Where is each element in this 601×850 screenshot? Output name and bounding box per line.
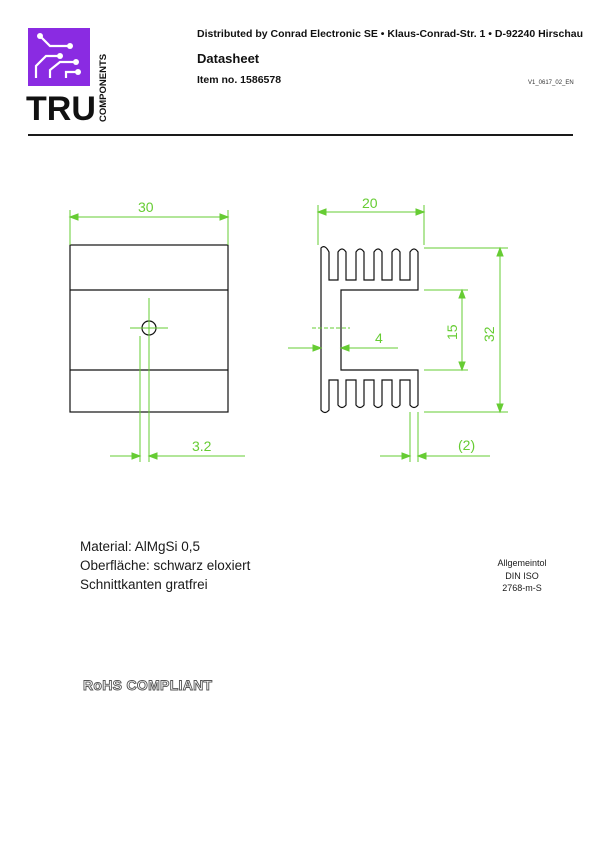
- total-height-label: 32: [481, 326, 497, 342]
- header-divider: [28, 134, 573, 136]
- edges-line: Schnittkanten gratfrei: [80, 577, 208, 592]
- page-title: Datasheet: [197, 51, 260, 66]
- material-line: Material: AlMgSi 0,5: [80, 539, 201, 554]
- inner-height-label: 15: [444, 324, 460, 340]
- item-number: Item no. 1586578: [197, 74, 282, 86]
- technical-drawing: [0, 180, 601, 470]
- rohs-compliant-badge: RoHS COMPLIANT: [83, 677, 213, 693]
- hole-offset-label: 3.2: [192, 438, 212, 454]
- tru-components-logo: [26, 26, 116, 126]
- tolerance-line-1: Allgemeintol: [497, 558, 547, 568]
- tolerance-line-3: 2768-m-S: [502, 583, 542, 593]
- distributor-line: Distributed by Conrad Electronic SE • Klaus-Conrad-Str. 1 • D-92240 Hirschau: [197, 28, 584, 40]
- tolerance-line-2: DIN ISO: [505, 570, 539, 581]
- logo-sub-text: COMPONENTS: [98, 53, 109, 122]
- front-width-label: 30: [138, 199, 154, 215]
- version-code: V1_0617_02_EN: [528, 80, 574, 86]
- logo-brand-text: TRU: [26, 90, 96, 126]
- surface-line: Oberfläche: schwarz eloxiert: [80, 558, 251, 573]
- fin-thickness-label: (2): [458, 437, 476, 453]
- tolerance-note: [478, 557, 566, 595]
- side-view-profile: [321, 247, 418, 413]
- side-width-label: 20: [362, 195, 378, 211]
- material-notes: [80, 537, 250, 594]
- front-view-dimensions: [70, 210, 245, 462]
- base-thickness-label: 4: [375, 330, 383, 346]
